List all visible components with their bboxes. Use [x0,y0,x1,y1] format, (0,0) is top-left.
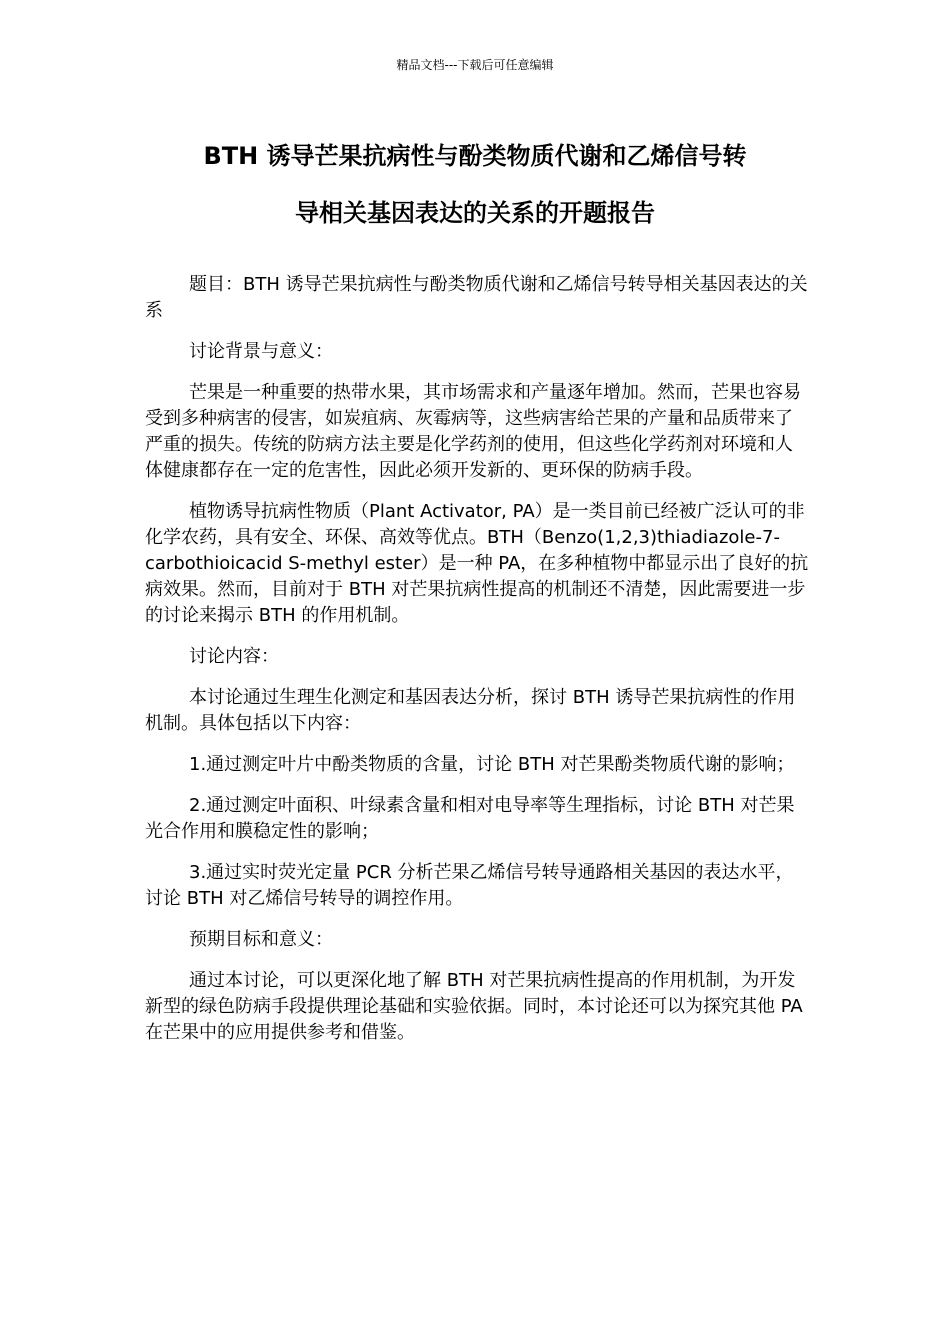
document-title-line-1: BTH 诱导芒果抗病性与酚类物质代谢和乙烯信号转 [203,142,747,170]
topic-paragraph: 题目：BTH 诱导芒果抗病性与酚类物质代谢和乙烯信号转导相关基因表达的关系 [145,274,808,321]
section-heading-goals: 预期目标和意义： [189,929,333,950]
plant-activator-paragraph: 植物诱导抗病性物质（Plant Activator, PA）是一类目前已经被广泛认可的非化学农药，具有安全、环保、高效等优点。BTH（Benzo(1,2,3)thiadiazole-7-carbothioicacid S-methyl ester）是一种 PA，在多种植物中都显示出了良好的抗病效果。然而，目前对于 BTH 对芒果抗病性提高的机制还不清楚，因此需要进一步的讨论来揭示 BTH 的作用机制。 [145,501,809,626]
content-item-3: 3.通过实时荧光定量 PCR 分析芒果乙烯信号转导通路相关基因的表达水平，讨论 BTH 对乙烯信号转导的调控作用。 [145,862,794,909]
goals-paragraph: 通过本讨论，可以更深化地了解 BTH 对芒果抗病性提高的作用机制，为开发新型的绿色防病手段提供理论基础和实验依据。同时，本讨论还可以为探究其他 PA 在芒果中的应用提供参考和借鉴。 [145,970,803,1043]
content-intro-paragraph: 本讨论通过生理生化测定和基因表达分析，探讨 BTH 诱导芒果抗病性的作用机制。具体包括以下内容： [145,687,796,734]
section-heading-background: 讨论背景与意义： [189,341,333,362]
content-item-2: 2.通过测定叶面积、叶绿素含量和相对电导率等生理指标，讨论 BTH 对芒果光合作用和膜稳定性的影响； [145,795,795,842]
content-item-1: 1.通过测定叶片中酚类物质的含量，讨论 BTH 对芒果酚类物质代谢的影响； [189,754,795,775]
section-heading-content: 讨论内容： [189,646,279,667]
page-header: 精品文档---下载后可任意编辑 [396,58,554,72]
document-body [145,272,810,1061]
document-title-line-2: 导相关基因表达的关系的开题报告 [295,199,655,227]
background-paragraph: 芒果是一种重要的热带水果，其市场需求和产量逐年增加。然而，芒果也容易受到多种病害的侵害，如炭疽病、灰霉病等，这些病害给芒果的产量和品质带来了严重的损失。传统的防病方法主要是化学药剂的使用，但这些化学药剂对环境和人体健康都存在一定的危害性，因此必须开发新的、更环保的防病手段。 [145,382,801,481]
